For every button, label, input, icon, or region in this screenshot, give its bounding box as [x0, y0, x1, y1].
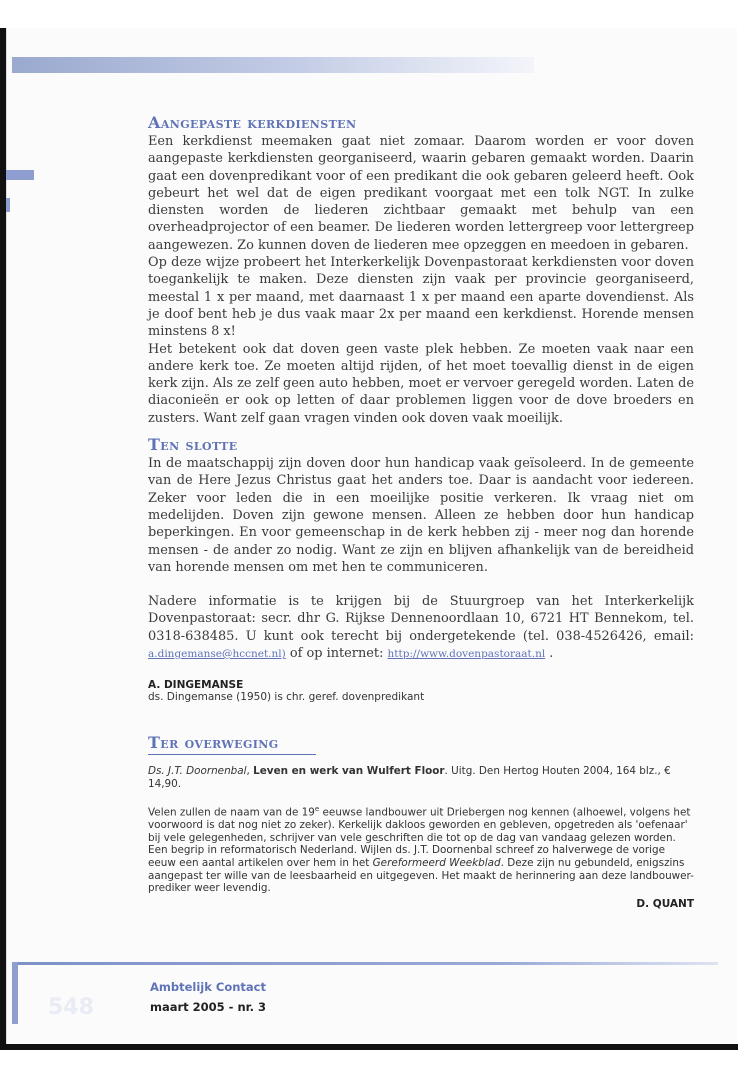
author-role: ds. Dingemanse (1950) is chr. geref. dovenpredikant	[148, 691, 425, 704]
section-title-ter-overweging: Ter overweging	[148, 733, 279, 753]
book-author: Ds. J.T. Doornenbal	[148, 765, 247, 778]
header-band	[12, 57, 534, 73]
book-title: Leven en werk van Wulfert Floor	[253, 765, 445, 778]
contact-internet-text: of op internet:	[285, 646, 388, 662]
review-text-part: . Deze zijn nu gebundeld, enigszins aangepast ter wille van de leesbaarheid en uitgegeven. Het maakt de herinnering aan deze landbouwer-prediker weer levendig.	[148, 857, 694, 895]
paragraph: In de maatschappij zijn doven door hun handicap vaak geïsoleerd. In de gemeente van de Here Jezus Christus gaat het anders toe. Daar is aandacht voor iedereen. Zeker voor leden die in een moeilijke positie verkeren. Ik vraag niet om medelijden. Doven zijn gewone mensen. Alleen ze hebben door hun handicap beperkingen. En voor gemeenschap in de kerk hebben zij - meer nog dan horende mensen - de ander zo nodig. Want ze zijn en blijven afhankelijk van de bereidheid van horende mensen om met hen te communiceren.	[148, 456, 694, 575]
periodical-title: Gereformeerd Weekblad	[372, 857, 501, 869]
paragraph: Op deze wijze probeert het Interkerkelijk Dovenpastoraat kerkdiensten voor doven toegankelijk te maken. Deze diensten zijn vaak per provincie georganiseerd, meestal 1 x per maand, met daarnaast 1 x per maand een aparte dovendienst. Als je doof bent heb je dus vaak maar 2x per maand een kerkdienst. Horende mensen minstens 8 x!	[148, 255, 694, 340]
website-link[interactable]: http://www.dovenpastoraat.nl	[387, 648, 546, 661]
section-title-rule	[148, 754, 316, 755]
section-title-ten-slotte: Ten slotte	[148, 435, 238, 455]
section-title-aangepaste-kerkdiensten: Aangepaste kerkdiensten	[148, 113, 357, 132]
footer-rule	[12, 962, 718, 965]
paragraph: Het betekent ook dat doven geen vaste plek hebben. Ze moeten vaak naar een andere kerk toe. Ze moeten altijd rijden, of het moet toevallig dienst in de eigen kerk zijn. Als ze zelf geen auto hebben, moet er vervoer geregeld worden. Laten de diaconieën er ook op letten of daar problemen liggen voor de dove broeders en zusters. Want zelf gaan vragen vinden ook doven vaak moeilijk.	[148, 341, 694, 426]
review-text	[148, 803, 694, 895]
article-content	[148, 113, 694, 910]
contact-end: .	[545, 646, 554, 662]
contact-paragraph	[148, 593, 694, 663]
page-number: 548	[48, 995, 94, 1020]
footer-side-bar	[12, 962, 18, 1024]
review-text-part: eeuwse landbouwer uit Driebergen nog kennen (alhoewel, volgens het voorwoord is dat nog niet zo zeker). Kerkelijk dakloos geworden en gebleven, opgetreden als 'oefenaar' bij vele gelegenheden, schrijver van vele geschriften die tot op de dag van vandaag gelezen worden. Een begrip in reformatorisch Nederland. Wijlen ds. J.T. Doornenbal schreef zo halverwege de vorige eeuw een aantal artikelen over hem in het	[148, 806, 691, 869]
margin-tab	[6, 170, 34, 180]
author-name: A. DINGEMANSE	[148, 679, 244, 692]
margin-notch	[6, 198, 10, 212]
magazine-name: Ambtelijk Contact	[150, 980, 266, 994]
reviewer-signature: D. QUANT	[636, 898, 694, 911]
email-link[interactable]: a.dingemanse@hccnet.nl)	[148, 648, 286, 661]
superscript: e	[314, 804, 320, 813]
contact-text: Nadere informatie is te krijgen bij de Stuurgroep van het Interkerkelijk Dovenpastoraat: secr. dhr G. Rijkse Dennenoordlaan 10, 6721 HT Bennekom, tel. 0318-638485. U kunt ook terecht bij ondergetekende (tel. 038-4526426, email:	[148, 594, 694, 644]
review-text-part: Velen zullen de naam van de 19	[148, 806, 315, 819]
paragraph: Een kerkdienst meemaken gaat niet zomaar. Daarom worden er voor doven aangepaste kerkdiensten georganiseerd, waarin gebaren gemaakt worden. Daarin gaat een dovenpredikant voor of een predikant die ook gebaren geleerd heeft. Ook gebeurt het wel dat de eigen predikant voorgaat met een tolk NGT. In zulke diensten worden de liederen zichtbaar gemaakt met behulp van een overheadprojector of een beamer. De liederen worden lettergreep voor lettergreep aangewezen. Zo kunnen doven de liederen mee opzeggen en meedoen in gebaren.	[148, 134, 694, 253]
book-details: . Uitg. Den Hertog Houten 2004, 164 blz., € 14,90.	[148, 765, 671, 791]
scan-edge-bottom	[6, 1044, 738, 1050]
book-reference: Ds. J.T. Doornenbal, Leven en werk van Wulfert Floor. Uitg. Den Hertog Houten 2004, 164 blz., € 14,90.	[148, 765, 671, 791]
magazine-issue: maart 2005 - nr. 3	[150, 1000, 267, 1014]
